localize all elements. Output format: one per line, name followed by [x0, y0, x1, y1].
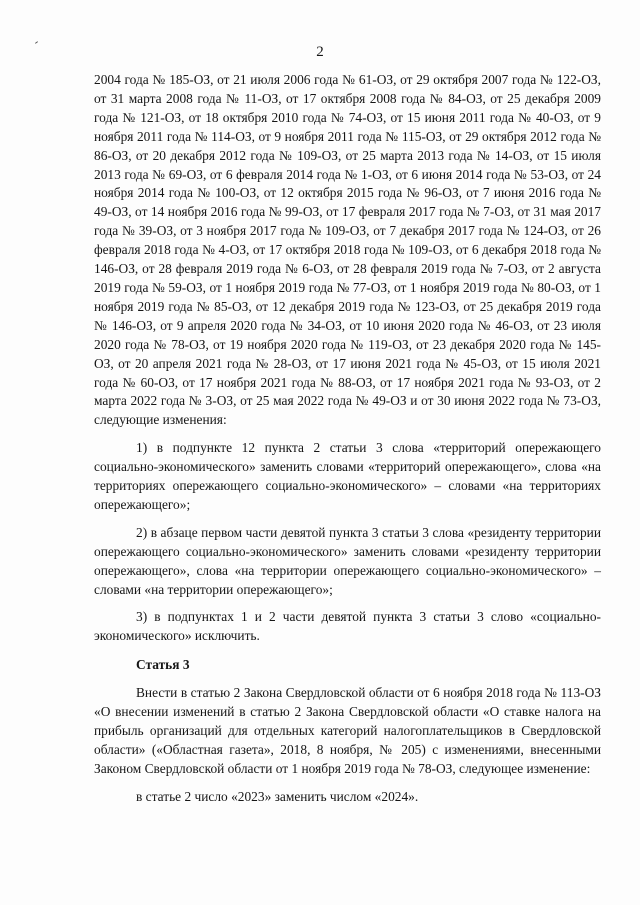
- amendment-item-3: 3) в подпунктах 1 и 2 части девятой пункта 3 статьи 3 слово «социально-экономического» исключить.: [94, 609, 601, 644]
- amendment-item-2: 2) в абзаце первом части девятой пункта 3 статьи 3 слова «резиденту территории опережающего социально-экономического» заменить словами «резиденту территории опережающего», слова «на территории опережающего социально-экономического» – словами «на территории опережающего»;: [94, 524, 601, 597]
- page-number: 2: [316, 44, 324, 60]
- article-3-paragraph: Внести в статью 2 Закона Свердловской области от 6 ноября 2018 года № 113-ОЗ «О внесении изменений в статью 2 Закона Свердловской области «О ставке налога на прибыль организаций для отдельных категорий налогоплательщиков в Свердловской области» («Областная газета», 2018, 8 ноября, № 205) с изменениями, внесенными Законом Свердловской области от 1 ноября 2019 года № 78-ОЗ, следующее изменение:: [94, 685, 601, 776]
- article-3-heading: Статья 3: [136, 657, 190, 673]
- document-body: [94, 71, 601, 807]
- intro-paragraph: 2004 года № 185-ОЗ, от 21 июля 2006 года № 61-ОЗ, от 29 октября 2007 года № 122-ОЗ, от 31 марта 2008 года № 11-ОЗ, от 17 октября 2008 года № 84-ОЗ, от 25 декабря 2009 года № 121-ОЗ, от 18 октября 2010 года № 74-ОЗ, от 15 июня 2011 года № 40-ОЗ, от 9 ноября 2011 года № 114-ОЗ, от 9 ноября 2011 года № 115-ОЗ, от 29 октября 2012 года № 86-ОЗ, от 20 декабря 2012 года № 109-ОЗ, от 25 марта 2013 года № 14-ОЗ, от 15 июля 2013 года № 69-ОЗ, от 6 февраля 2014 года № 1-ОЗ, от 6 июня 2014 года № 53-ОЗ, от 24 ноября 2014 года № 100-ОЗ, от 12 октября 2015 года № 96-ОЗ, от 7 июня 2016 года № 49-ОЗ, от 14 ноября 2016 года № 99-ОЗ, от 17 февраля 2017 года № 7-ОЗ, от 31 мая 2017 года № 39-ОЗ, от 3 ноября 2017 года № 109-ОЗ, от 7 декабря 2017 года № 124-ОЗ, от 26 февраля 2018 года № 4-ОЗ, от 17 октября 2018 года № 109-ОЗ, от 6 декабря 2018 года № 146-ОЗ, от 28 февраля 2019 года № 6-ОЗ, от 28 февраля 2019 года № 7-ОЗ, от 2 августа 2019 года № 59-ОЗ, от 1 ноября 2019 года № 77-ОЗ, от 1 ноября 2019 года № 80-ОЗ, от 1 ноября 2019 года № 85-ОЗ, от 12 декабря 2019 года № 123-ОЗ, от 25 декабря 2019 года № 146-ОЗ, от 9 апреля 2020 года № 34-ОЗ, от 10 июня 2020 года № 46-ОЗ, от 23 июля 2020 года № 78-ОЗ, от 19 ноября 2020 года № 119-ОЗ, от 23 декабря 2020 года № 145-ОЗ, от 20 апреля 2021 года № 28-ОЗ, от 17 июня 2021 года № 45-ОЗ, от 15 июля 2021 года № 60-ОЗ, от 17 ноября 2021 года № 88-ОЗ, от 17 ноября 2021 года № 93-ОЗ, от 2 марта 2022 года № 3-ОЗ, от 25 мая 2022 года № 49-ОЗ и от 30 июня 2022 года № 73-ОЗ, следующие изменения:: [94, 72, 601, 428]
- amendment-item-1: 1) в подпункте 12 пункта 2 статьи 3 слова «территорий опережающего социально-экономического» заменить словами «территорий опережающего», слова «на территориях опережающего социально-экономического» – словами «на территориях опережающего»;: [94, 440, 601, 512]
- article-3-change: в статье 2 число «2023» заменить числом «2024».: [136, 788, 419, 804]
